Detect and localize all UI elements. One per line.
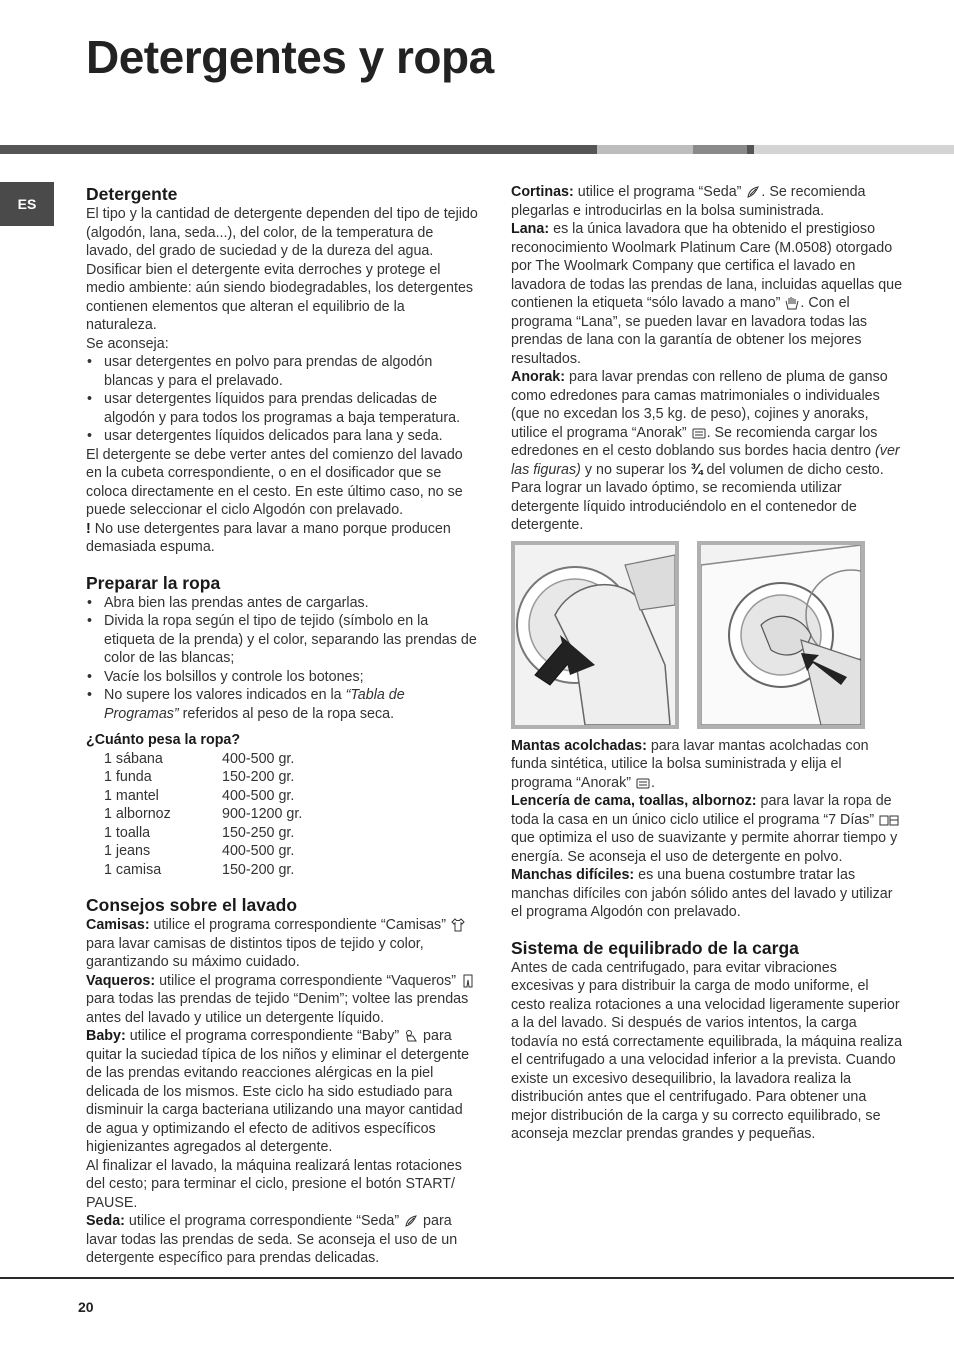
term-label: Cortinas:: [511, 184, 574, 200]
paragraph-text: utilice el programa correspondiente “Seda”: [124, 1213, 404, 1229]
list-item: • Vacíe los bolsillos y controle los botones;: [86, 668, 478, 687]
silk-program-icon: [404, 1214, 418, 1228]
list-item-text: referidos al peso de la ropa seca.: [178, 705, 395, 722]
section-heading-consejos: Consejos sobre el lavado: [86, 895, 298, 915]
term-label: Lencería de cama, toallas, albornoz:: [511, 793, 757, 809]
term-label: Anorak:: [511, 369, 566, 385]
section-heading-preparar: Preparar la ropa: [86, 572, 221, 593]
paragraph-text: que optimiza el uso de suavizante y permite ahorrar tiempo y energía. Se aconseja el uso de detergente en polvo.: [511, 830, 898, 865]
page-number: 20: [78, 1299, 94, 1315]
weight-item: 1 camisa: [104, 861, 162, 878]
paragraph-lana: [511, 220, 903, 368]
weight-item: 1 toalla: [104, 824, 151, 841]
paragraph-text: . Con el programa “Lana”, se pueden lavar en lavadora todas las prendas de lana con la garantía de obtener los mejores resultados.: [511, 295, 868, 367]
hand-wash-icon: [785, 296, 799, 310]
term-label: Seda:: [86, 1213, 125, 1229]
paragraph: Antes de cada centrifugado, para evitar vibraciones excesivas y para distribuir la carga de modo uniforme, el cesto realiza rotaciones a una velocidad ligeramente superior a la del lavado. Si después de varios intentos, la carga todavía no está correctamente equilibrada, la máquina realiza el centrifugado a una velocidad inferior a la prevista. Cuando existe un excesivo desequilibrio, la lavadora realiza la distribución antes que el centrifugado. Para obtener una mejor distribución de la carga y su correcto equilibrado, se aconseja mezclar prendas grandes y pequeñas.: [511, 959, 903, 1142]
header-rule-dark: [0, 145, 597, 154]
paragraph-text: utilice el programa correspondiente “Baby”: [125, 1028, 404, 1044]
header-rule-end: [754, 145, 954, 154]
anorak-program-icon: [636, 776, 650, 790]
paragraph: Se aconseja:: [86, 335, 169, 352]
paragraph-manchas: [511, 866, 903, 922]
paragraph-text: . Se recomienda cargar los edredones en el cesto doblando sus bordes hacia dentro: [511, 424, 878, 459]
weight-value: 150-200 gr.: [222, 861, 295, 878]
paragraph-text: .: [650, 774, 655, 791]
paragraph: Para lograr un lavado óptimo, se recomienda utilizar detergente líquido introduciéndolo en el contenedor de detergente.: [511, 480, 857, 533]
paragraph-text: para lavar camisas de distintos tipos de tejido y color, garantizando su máximo cuidado.: [86, 935, 424, 970]
weight-item: 1 mantel: [104, 787, 159, 804]
baby-program-icon: [404, 1029, 418, 1043]
paragraph-lenceria: [511, 792, 903, 866]
figure-reference: (ver las figuras): [511, 443, 900, 478]
weight-value: 150-200 gr.: [222, 769, 295, 785]
left-column: [86, 183, 478, 1268]
paragraph: Al finalizar el lavado, la máquina realizará lentas rotaciones del cesto; para terminar el ciclo, presione el botón START/ PAUSE.: [86, 1157, 462, 1211]
section-heading-detergente: Detergente: [86, 184, 178, 204]
term-label: Camisas:: [86, 917, 150, 933]
warning-mark: !: [86, 520, 91, 537]
list-item: • usar detergentes líquidos delicados para lana y seda.: [86, 427, 478, 446]
paragraph-text: para lavar la ropa de toda la casa en un único ciclo utilice el programa “7 Días”: [511, 793, 892, 828]
term-label: Manchas difíciles:: [511, 867, 635, 883]
bullet-list: [86, 353, 478, 446]
weight-item: 1 sábana: [104, 750, 163, 767]
paragraph-text: para quitar la suciedad típica de los niños y eliminar el detergente de las prendas evitando reacciones alérgicas en la piel delicada de los mismos. Este ciclo ha sido estudiado para disminuir la carga bacteriana utilizando una mayor cantidad de agua y optimizando el efecto de aditivos específicos higienizantes agregados al detergente.: [86, 1028, 470, 1155]
bullet-list: [86, 594, 478, 724]
paragraph-text: es una buena costumbre tratar las manchas difíciles con jabón sólido antes del lavado y utilizar el programa Algodón con prelavado.: [511, 867, 893, 920]
paragraph-text: utilice el programa correspondiente “Vaqueros”: [155, 972, 461, 989]
paragraph-text: utilice el programa “Seda”: [573, 184, 746, 200]
footer-rule: [0, 1277, 954, 1279]
shirt-program-icon: [451, 918, 465, 932]
seven-days-program-icon: [879, 813, 899, 827]
list-item-text: No supere los valores indicados en la: [104, 687, 346, 703]
paragraph-baby: [86, 1027, 478, 1157]
list-item: [86, 686, 478, 723]
weight-value: 400-500 gr.: [222, 787, 295, 804]
warning-text: No use detergentes para lavar a mano porque producen demasiada espuma.: [86, 520, 451, 555]
figure-duvet-in-drum: [697, 541, 865, 729]
paragraph-vaqueros: [86, 972, 478, 1028]
paragraph-text: para lavar prendas con relleno de pluma de ganso como edredones para camas matrimoniales o individuales (que no excedan los 3,5 kg. de peso), cojines y anoraks, utilice el programa “Anorak”: [511, 369, 888, 441]
weight-item: 1 albornoz: [104, 806, 171, 822]
weight-item: 1 funda: [104, 769, 152, 785]
paragraph-mantas: [511, 737, 903, 793]
header-rule-mid: [693, 145, 747, 154]
figures: [511, 541, 903, 729]
subheading-pesa: ¿Cuánto pesa la ropa?: [86, 732, 241, 748]
loading-illustration: [515, 545, 675, 725]
language-tab: ES: [0, 182, 54, 226]
paragraph-text: del volumen de dicho cesto.: [702, 461, 884, 478]
list-item: • Divida la ropa según el tipo de tejido (símbolo en la etiqueta de la prenda) y el color, separando las prendas de color de las blancas;: [86, 612, 478, 668]
weight-value: 900-1200 gr.: [222, 806, 303, 822]
weight-value: 400-500 gr.: [222, 750, 295, 767]
term-label: Lana:: [511, 221, 550, 237]
term-label: Baby:: [86, 1028, 126, 1044]
term-label: Vaqueros:: [86, 972, 156, 989]
page-title: Detergentes y ropa: [86, 31, 494, 83]
weight-item: 1 jeans: [104, 843, 151, 859]
paragraph-text: para todas las prendas de tejido “Denim”; voltee las prendas antes del lavado y utilice un detergente líquido.: [86, 991, 469, 1026]
paragraph-anorak: [511, 368, 903, 479]
paragraph-text: es la única lavadora que ha obtenido el prestigioso reconocimiento Woolmark Platinum Care (M.0508) otorgado por The Woolmark Company que certifica el lavado en lavadora de todas las prendas de lana, incluidas aquellas que contienen la etiqueta “sólo lavado a mano”: [511, 221, 903, 311]
paragraph-cortinas: [511, 183, 903, 220]
list-item: • usar detergentes líquidos para prendas delicadas de algodón y para todos los programas a baja temperatura.: [86, 390, 478, 427]
weight-value: 400-500 gr.: [222, 843, 295, 859]
right-column: [511, 183, 903, 1144]
anorak-program-icon: [692, 426, 706, 440]
drum-illustration: [701, 545, 861, 725]
paragraph: Dosificar bien el detergente evita derroches y protege el medio ambiente: aún siendo biodegradables, los detergentes contienen elementos que alteran el equilibrio de la naturaleza.: [86, 261, 474, 333]
figure-loading-duvet: [511, 541, 679, 729]
paragraph-text: utilice el programa correspondiente “Camisas”: [149, 917, 450, 933]
warning-note: [86, 520, 478, 557]
silk-program-icon: [746, 185, 760, 199]
header-rule: [0, 145, 954, 154]
paragraph: El tipo y la cantidad de detergente dependen del tipo de tejido (algodón, lana, seda...), del color, de la temperatura de lavado, del grado de suciedad y de la dureza del agua.: [86, 206, 478, 259]
weight-value: 150-250 gr.: [222, 824, 295, 841]
weights-table: [86, 750, 478, 880]
header-rule-light: [597, 145, 693, 154]
list-item: • Abra bien las prendas antes de cargarlas.: [86, 594, 478, 613]
paragraph-text: y no superar los: [580, 461, 691, 478]
paragraph-text: . Se recomienda plegarlas e introducirlas en la bolsa suministrada.: [511, 184, 866, 219]
paragraph-text: para lavar mantas acolchadas con funda sintética, utilice la bolsa suministrada y elija el programa “Anorak”: [511, 737, 869, 791]
list-item: • usar detergentes en polvo para prendas de algodón blancas y para el prelavado.: [86, 353, 478, 390]
term-label: Mantas acolchadas:: [511, 737, 647, 754]
paragraph: El detergente se debe verter antes del comienzo del lavado en la cubeta correspondiente, o en el dosificador que se coloca directamente en el cesto. En este último caso, no se puede seleccionar el ciclo Algodón con prelavado.: [86, 446, 463, 518]
paragraph-camisas: [86, 916, 478, 972]
list-item-reference: “Tabla de Programas”: [104, 687, 405, 722]
header-rule-mark: [747, 145, 754, 154]
fraction: ¾: [690, 461, 703, 478]
jeans-program-icon: [461, 974, 475, 988]
paragraph-seda: [86, 1212, 478, 1268]
section-heading-sistema: Sistema de equilibrado de la carga: [511, 937, 799, 958]
paragraph-text: para lavar todas las prendas de seda. Se aconseja el uso de un detergente específico para prendas delicadas.: [86, 1213, 458, 1266]
